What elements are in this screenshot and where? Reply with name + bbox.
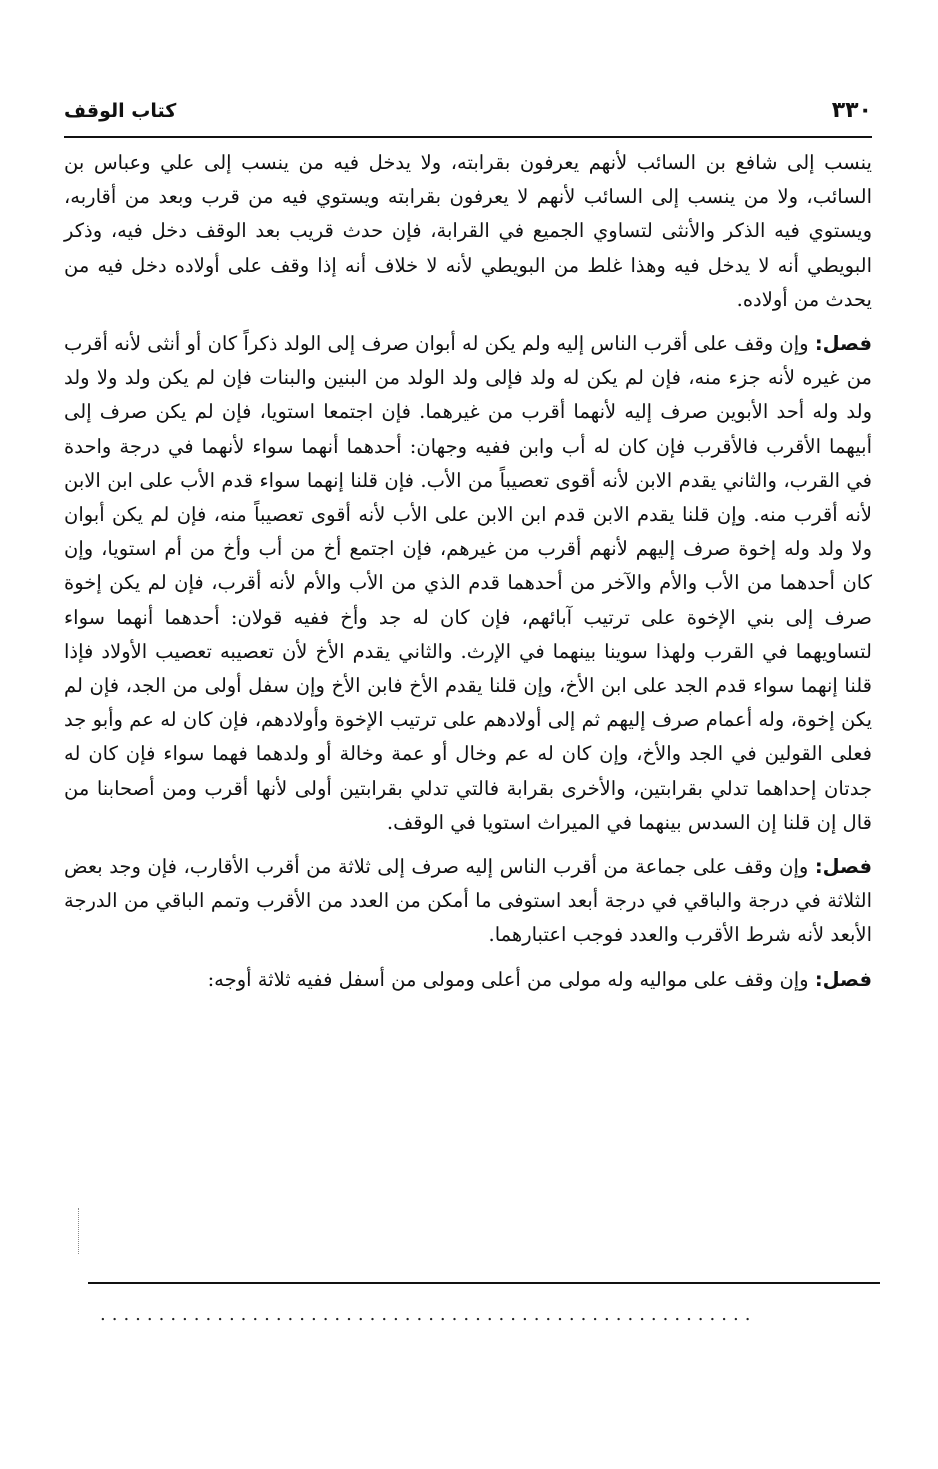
paragraph-text: وإن وقف على جماعة من أقرب الناس إليه صرف إلى ثلاثة من أقرب الأقارب، فإن وجد بعض الثلاثة في درجة والباقي في درجة أبعد استوفى ما أمكن من العدد من الأقرب وتمم الباقي من الدرجة الأبعد لأنه شرط الأقرب والعدد فوجب اعتبارهما. [64,855,872,947]
section-label: فصل: [814,967,872,991]
page-number: ٣٣٠ [831,98,872,123]
header-rule [64,136,872,138]
paragraph-text: وإن وقف على أقرب الناس إليه ولم يكن له أبوان صرف إلى الولد ذكراً كان أو أنثى لأنه أقرب من غيره لأنه جزء منه، فإن لم يكن له ولد فإلى ولد الولد من البنين والبنات فإن لم يكن ولد ولا ولد ولد وله أحد الأبوين صرف إليه لأنهما أقرب من غيرهما. فإن اجتمعا استويا، فإن لم يكن صرف إلى أبيهما الأقرب فالأقرب فإن كان له أب وابن ففيه وجهان: أحدهما أنهما سواء لأنهما في درجة واحدة في القرب، والثاني يقدم الابن لأنه أقوى تعصيباً من الأب. فإن قلنا إنهما سواء قدم الأب على ابن الابن لأنه أقرب منه. وإن قلنا يقدم الابن قدم ابن الابن على الأب لأنه أقوى تعصيباً منه، فإن لم يكن أبوان ولا ولد وله إخوة صرف إليهم لأنهم أقرب من غيرهم، فإن اجتمع أخ من أب وأخ من أم استويا، وإن كان أحدهما من الأب والأم والآخر من أحدهما قدم الذي من الأب والأم لأنه أقرب، فإن لم يكن إخوة صرف إلى بني الإخوة على ترتيب آبائهم، فإن كان له جد وأخ ففيه قولان: أحدهما أنهما سواء لتساويهما في القرب ولهذا سوينا بينهما في الإرث. والثاني يقدم الأخ لأن تعصيبه تعصيب الأولاد فإذا قلنا إنهما سواء قدم الجد على ابن الأخ، وإن قلنا يقدم الأخ فابن الأخ وإن سفل أولى من الجد، فإن لم يكن إخوة، وله أعمام صرف إليهم ثم إلى أولادهم على ترتيب الإخوة وأولادهم، فإن كان له عم وأبو جد فعلى القولين في الجد والأخ، وإن كان له عم وخال أو عمة وخالة أو ولدهما فهما سواء فإن كان له جدتان إحداهما تدلي بقرابتين، والأخرى بقرابة فالتي تدلي بقرابتين أولى لأنها أقرب ومن أصحابنا من قال إن قلنا إن السدس بينهما في الميراث استويا في الوقف. [64,332,872,834]
paragraph-text: وإن وقف على مواليه وله مولى من أعلى ومولى من أسفل ففيه ثلاثة أوجه: [207,967,809,991]
section-label: فصل: [814,855,873,879]
paragraph-1 [64,146,872,317]
body-text [64,146,872,1007]
paragraph-4 [64,963,872,997]
footer-rule [88,1282,880,1284]
paragraph-3 [64,850,872,953]
margin-mark [78,1208,79,1254]
paragraph-text: ينسب إلى شافع بن السائب لأنهم يعرفون بقرابته، ولا يدخل فيه من ينسب إلى علي وعباس بن السائب، ولا من ينسب إلى السائب لأنهم لا يعرفون بقرابته ويستوي فيه من قرب وبعد من أقاربه، ويستوي فيه الذكر والأنثى لتساوي الجميع في القرابة، فإن حدث قريب بعد الوقف دخل فيه، وذكر البويطي أنه لا يدخل فيه وهذا غلط من البويطي لأنه لا خلاف أنه إذا وقف على أولاده دخل فيه من يحدث من أولاده. [64,151,872,311]
book-title: كتاب الوقف [64,100,177,122]
section-label: فصل: [814,332,872,356]
document-page [64,96,873,1325]
footer-dotted-line: ........................................................ [100,1304,757,1325]
page-header [64,96,872,132]
paragraph-2 [64,327,872,840]
